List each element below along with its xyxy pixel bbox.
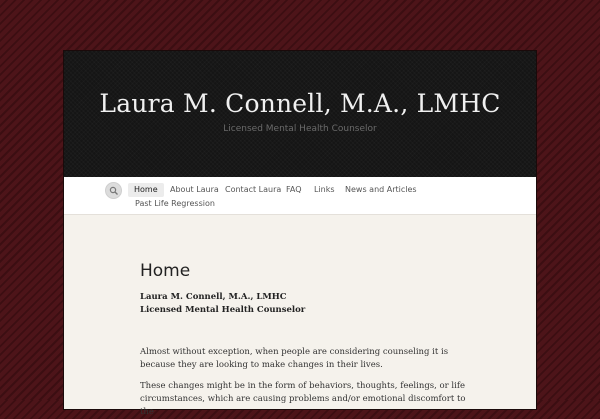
name-line: Laura M. Connell, M.A., LMHC <box>140 292 287 302</box>
nav-item-news-and-articles[interactable]: News and Articles <box>345 185 417 194</box>
site-header <box>64 51 536 177</box>
paragraph-1: Almost without exception, when people are considering counseling it is because they are looking to make changes in their lives. <box>140 347 449 370</box>
page-title: Home <box>140 261 191 281</box>
nav-item-about-laura[interactable]: About Laura <box>170 185 219 194</box>
site-description: Licensed Mental Health Counselor <box>223 124 377 134</box>
search-button[interactable] <box>105 182 122 199</box>
page-container <box>63 50 537 417</box>
main-navigation <box>64 177 536 215</box>
search-icon <box>109 186 119 196</box>
role-line: Licensed Mental Health Counselor <box>140 305 306 315</box>
paragraph-2: These changes might be in the form of behaviors, thoughts, feelings, or life circumstances, which are causing problems and/or emotional discomfort to the <box>140 381 466 417</box>
nav-item-past-life-regression[interactable]: Past Life Regression <box>135 199 215 208</box>
site-title[interactable]: Laura M. Connell, M.A., LMHC <box>99 89 501 118</box>
nav-item-home[interactable]: Home <box>128 183 164 197</box>
nav-item-faq[interactable]: FAQ <box>286 185 302 194</box>
nav-item-contact-laura[interactable]: Contact Laura <box>225 185 282 194</box>
nav-item-links[interactable]: Links <box>314 185 335 194</box>
